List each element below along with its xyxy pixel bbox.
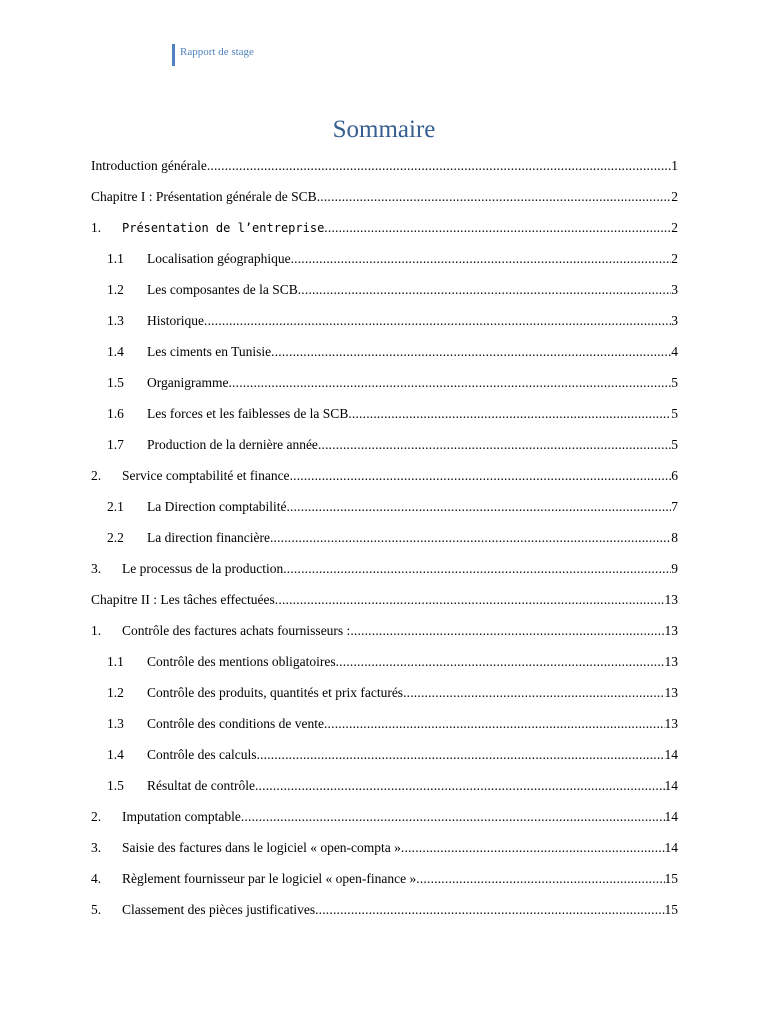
toc-entry-number: 2. [91,809,102,824]
header-accent-bar [172,44,175,66]
toc-entry-number: 1.5 [107,778,124,793]
toc-entry[interactable] [91,431,678,462]
toc-entry-page-number: 13 [664,592,678,607]
toc-dot-leader [317,183,672,211]
toc-entry[interactable] [91,276,678,307]
toc-dot-leader [275,586,665,614]
table-of-contents [91,152,678,927]
toc-entry-label: Historique [147,313,204,328]
toc-entry-number: 2.2 [107,530,124,545]
toc-entry[interactable] [91,710,678,741]
toc-entry-number: 1.3 [107,313,124,328]
toc-dot-leader [318,431,671,459]
toc-entry[interactable] [91,493,678,524]
toc-entry-label: Contrôle des calculs [147,747,257,762]
toc-dot-leader [416,865,664,893]
toc-dot-leader [204,307,671,335]
toc-entry[interactable] [91,524,678,555]
toc-entry-label: Imputation comptable [122,809,241,824]
toc-entry-number: 1.2 [107,282,124,297]
toc-dot-leader [403,679,664,707]
toc-entry[interactable] [91,586,678,617]
toc-dot-leader [291,245,672,273]
toc-entry-label: Résultat de contrôle [147,778,255,793]
toc-entry-page-number: 5 [671,406,678,421]
toc-entry[interactable] [91,245,678,276]
toc-entry-label: La direction financière [147,530,270,545]
toc-dot-leader [401,834,665,862]
toc-entry-page-number: 7 [671,499,678,514]
toc-dot-leader [283,555,671,583]
toc-dot-leader [256,741,664,769]
toc-entry-page-number: 14 [664,778,678,793]
toc-dot-leader [255,772,665,800]
toc-entry-label: Chapitre I : Présentation générale de SCB [91,189,317,204]
toc-entry[interactable] [91,834,678,865]
toc-entry-page-number: 14 [664,840,678,855]
toc-entry[interactable] [91,648,678,679]
toc-entry-label: Contrôle des produits, quantités et prix facturés [147,685,404,700]
toc-entry-number: 1.3 [107,716,124,731]
toc-entry[interactable] [91,865,678,896]
toc-entry-label: Chapitre II : Les tâches effectuées [91,592,275,607]
toc-entry-label: Contrôle des conditions de vente [147,716,324,731]
toc-dot-leader [241,803,665,831]
page-title: Sommaire [332,116,436,143]
toc-entry[interactable] [91,214,678,245]
toc-entry-page-number: 5 [671,375,678,390]
toc-entry-label: Le processus de la production [122,561,284,576]
toc-entry-page-number: 2 [671,189,678,204]
toc-entry-page-number: 8 [671,530,678,545]
toc-dot-leader [271,338,671,366]
toc-entry-number: 1.1 [107,654,124,669]
toc-entry-page-number: 3 [671,313,678,328]
toc-entry[interactable] [91,803,678,834]
toc-dot-leader [207,152,671,180]
toc-dot-leader [324,710,665,738]
toc-entry-number: 1. [91,623,102,638]
toc-entry[interactable] [91,400,678,431]
toc-entry[interactable] [91,772,678,803]
toc-entry-page-number: 14 [664,747,678,762]
toc-dot-leader [324,214,671,242]
toc-entry-page-number: 4 [671,344,678,359]
toc-dot-leader [315,896,664,924]
toc-entry-number: 1.2 [107,685,124,700]
toc-entry-page-number: 2 [671,220,678,235]
running-header: Rapport de stage [180,46,254,58]
toc-entry-number: 2.1 [107,499,124,514]
toc-dot-leader [350,617,664,645]
toc-entry-page-number: 13 [664,716,678,731]
toc-entry-label: Production de la dernière année [147,437,318,452]
toc-dot-leader [270,524,671,552]
toc-dot-leader [286,493,671,521]
toc-entry-number: 3. [91,840,102,855]
toc-entry-page-number: 2 [671,251,678,266]
toc-entry-number: 1.4 [107,344,124,359]
toc-entry-page-number: 15 [664,871,678,886]
toc-entry-page-number: 13 [664,685,678,700]
toc-entry[interactable] [91,896,678,927]
toc-entry-page-number: 15 [664,902,678,917]
toc-entry[interactable] [91,307,678,338]
toc-entry-number: 4. [91,871,102,886]
toc-entry-page-number: 1 [671,158,678,173]
toc-entry-number: 1.6 [107,406,124,421]
toc-entry[interactable] [91,183,678,214]
toc-entry-label: Classement des pièces justificatives [122,902,316,917]
toc-entry-label: La Direction comptabilité [147,499,287,514]
toc-entry-label: Localisation géographique [147,251,291,266]
toc-entry[interactable] [91,679,678,710]
toc-entry-label: Service comptabilité et finance [122,468,290,483]
toc-entry-label: Contrôle des factures achats fournisseurs : [122,623,351,638]
toc-dot-leader [336,648,665,676]
toc-entry-number: 1. [91,220,102,235]
toc-entry-label: Contrôle des mentions obligatoires [147,654,336,669]
toc-entry-number: 1.7 [107,437,124,452]
toc-dot-leader [298,276,672,304]
toc-entry-label: Introduction générale [91,158,207,173]
toc-entry[interactable] [91,555,678,586]
toc-entry[interactable] [91,617,678,648]
toc-entry-number: 1.5 [107,375,124,390]
toc-dot-leader [290,462,672,490]
toc-entry[interactable] [91,462,678,493]
toc-entry-label: Les composantes de la SCB [147,282,298,297]
toc-entry-number: 3. [91,561,102,576]
toc-entry[interactable] [91,152,678,183]
toc-entry-label: Présentation de l’entreprise [122,221,325,235]
toc-entry-page-number: 14 [664,809,678,824]
toc-entry-number: 5. [91,902,102,917]
toc-dot-leader [348,400,671,428]
toc-entry-page-number: 6 [671,468,678,483]
toc-entry[interactable] [91,338,678,369]
toc-entry-label: Les ciments en Tunisie [147,344,272,359]
toc-entry-label: Règlement fournisseur par le logiciel « open-finance » [122,871,417,886]
toc-entry-number: 1.4 [107,747,124,762]
toc-entry-number: 1.1 [107,251,124,266]
toc-entry[interactable] [91,369,678,400]
toc-dot-leader [228,369,671,397]
toc-entry-label: Organigramme [147,375,229,390]
toc-entry-page-number: 3 [671,282,678,297]
toc-entry[interactable] [91,741,678,772]
toc-entry-page-number: 9 [671,561,678,576]
toc-entry-page-number: 5 [671,437,678,452]
toc-entry-page-number: 13 [664,654,678,669]
toc-entry-label: Les forces et les faiblesses de la SCB [147,406,349,421]
toc-entry-number: 2. [91,468,102,483]
toc-entry-page-number: 13 [664,623,678,638]
toc-entry-label: Saisie des factures dans le logiciel « open-compta » [122,840,401,855]
